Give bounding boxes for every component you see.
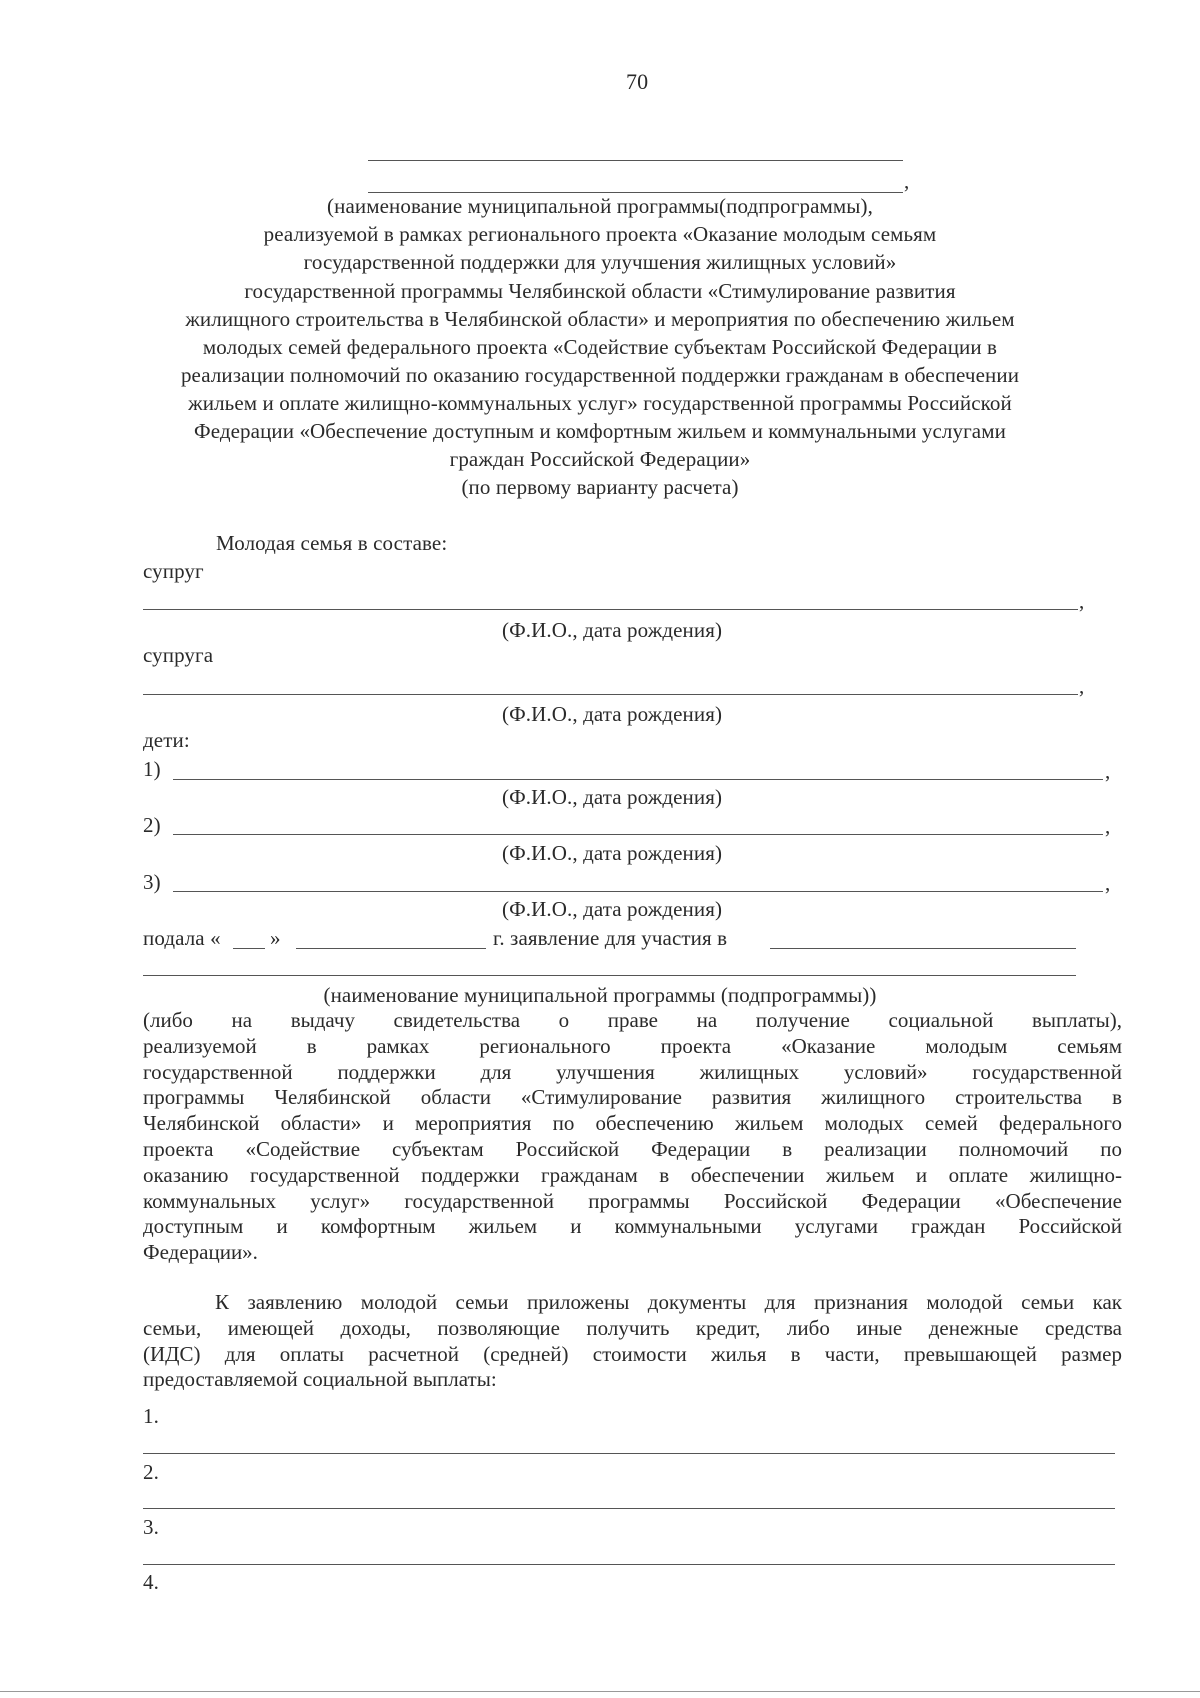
child-1-fio-line[interactable] [173,779,1103,780]
program-caption: (наименование муниципальной программы (подпрограммы)) [323,983,877,1007]
body-line: оказанию государственной поддержки гражданам в обеспечении жильем и оплате жилищно- [143,1162,1122,1187]
husband-fio-caption: (Ф.И.О., дата рождения) [502,618,723,642]
wife-fio-line[interactable] [143,694,1078,695]
document-item-number: 4. [143,1570,159,1594]
husband-fio-line[interactable] [143,609,1078,610]
header-line-2: реализуемой в рамках регионального проекта «Оказание молодым семьям [263,222,937,246]
header-line-4: государственной программы Челябинской области «Стимулирование развития [244,279,956,303]
family-intro: Молодая семья в составе: [216,531,448,555]
documents-line: семьи, имеющей доходы, позволяющие получить кредит, либо иные денежные средства [143,1315,1122,1340]
body-line: реализуемой в рамках регионального проекта «Оказание молодым семьям [143,1033,1122,1058]
documents-paragraph [143,1290,1122,1393]
children-label: дети: [143,728,190,752]
child-2-fio-caption: (Ф.И.О., дата рождения) [502,841,723,865]
document-item-number: 1. [143,1404,159,1428]
program-name-blank-comma: , [904,169,910,193]
child-1-label: 1) [143,757,161,781]
document-item-number: 2. [143,1460,159,1484]
submitted-mid: » [270,926,281,950]
header-line-7: реализации полномочий по оказанию государственной поддержки гражданам в обеспечении [180,363,1020,387]
body-line: (либо на выдачу свидетельства о праве на получение социальной выплаты), [143,1008,1122,1032]
submission-day-blank[interactable] [233,948,265,949]
submission-program-blank-1[interactable] [770,948,1076,949]
page-number: 70 [626,69,649,94]
body-line: проекта «Содействие субъектам Российской Федерации в реализации полномочий по [143,1136,1122,1161]
body-line: доступным и комфортным жильем и коммунальными услугами граждан Российской [143,1214,1122,1239]
documents-line: (ИДС) для оплаты расчетной (средней) стоимости жилья в части, превышающей размер [143,1341,1122,1366]
body-line: программы Челябинской области «Стимулирование развития жилищного строительства в [143,1085,1122,1110]
scan-bottom-edge [0,1691,1200,1692]
header-line-3: государственной поддержки для улучшения жилищных условий» [303,250,897,274]
submission-program-blank-2[interactable] [143,975,1076,976]
wife-label: супруга [143,643,214,667]
child-1-comma: , [1105,759,1111,783]
header-line-8: жильем и оплате жилищно-коммунальных услуг» государственной программы Российской [188,391,1012,415]
header-line-1: (наименование муниципальной программы(подпрограммы), [327,194,873,218]
body-line: государственной поддержки для улучшения жилищных условий» государственной [143,1059,1122,1084]
header-line-11: (по первому варианту расчета) [461,475,739,499]
program-name-blank-1 [368,160,903,161]
child-3-fio-caption: (Ф.И.О., дата рождения) [502,897,723,921]
wife-comma: , [1079,674,1085,698]
husband-comma: , [1079,589,1085,613]
child-2-comma: , [1105,814,1111,838]
header-line-9: Федерации «Обеспечение доступным и комфортным жильем и коммунальными услугами [194,419,1006,443]
child-3-fio-line[interactable] [173,891,1103,892]
child-3-label: 3) [143,870,161,894]
submitted-prefix: подала « [143,926,221,950]
header-line-5: жилищного строительства в Челябинской области» и мероприятия по обеспечению жильем [185,307,1015,331]
documents-line: предоставляемой социальной выплаты: [143,1367,497,1392]
submission-month-blank[interactable] [296,948,486,949]
child-1-fio-caption: (Ф.И.О., дата рождения) [502,785,723,809]
documents-line: К заявлению молодой семьи приложены документы для признания молодой семьи как [215,1290,1122,1314]
header-line-6: молодых семей федерального проекта «Содействие субъектам Российской Федерации в [202,335,998,359]
document-item-number: 3. [143,1515,159,1539]
header-line-10: граждан Российской Федерации» [449,447,751,471]
submission-year-text: г. заявление для участия в [493,926,728,950]
body-line: коммунальных услуг» государственной программы Российской Федерации «Обеспечение [143,1188,1122,1213]
document-item-line[interactable] [143,1564,1115,1565]
wife-fio-caption: (Ф.И.О., дата рождения) [502,702,723,726]
document-item-line[interactable] [143,1508,1115,1509]
husband-label: супруг [143,559,204,583]
child-2-label: 2) [143,813,161,837]
document-item-line[interactable] [143,1453,1115,1454]
body-paragraph [143,1008,1122,1266]
body-line: Челябинской области» и мероприятия по обеспечению жильем молодых семей федерального [143,1111,1122,1136]
child-3-comma: , [1105,871,1111,895]
body-line: Федерации». [143,1240,258,1265]
child-2-fio-line[interactable] [173,834,1103,835]
